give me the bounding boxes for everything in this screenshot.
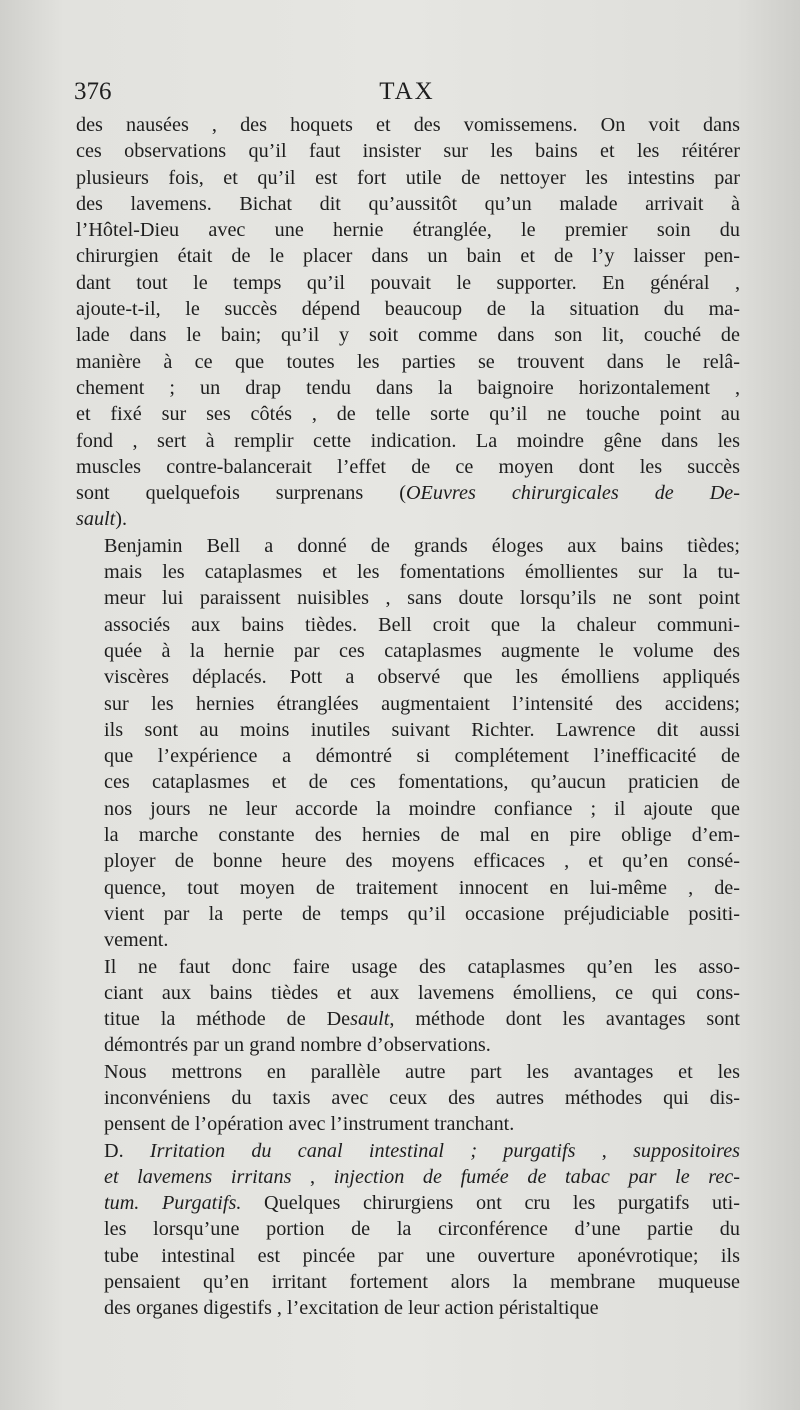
text-line: viscères déplacés. Pott a observé que les émolliens appliqués [104,666,740,689]
text-line: des nausées , des hoquets et des vomissemens. On voit dans [76,114,740,136]
paragraph [76,112,740,533]
text-line: pensent de l’opération avec l’instrument tranchant. [104,1113,515,1136]
text-line: quence, tout moyen de traitement innocent en lui-même , de- [104,876,740,899]
text-line: muscles contre-balancerait l’effet de ce moyen dont les succès [76,455,740,478]
text-line: tube intestinal est pincée par une ouverture aponévrotique; ils [104,1244,740,1267]
text-line: fond , sert à remplir cette indication. La moindre gêne dans les [76,429,740,452]
text-line: plusieurs fois, et qu’il est fort utile de nettoyer les intestins par [76,166,740,189]
running-title: TAX [379,78,435,105]
text-line: mais les cataplasmes et les fomentations émollientes sur la tu- [104,561,740,584]
text-line: l’Hôtel-Dieu avec une hernie étranglée, le premier soin du [76,219,740,242]
paragraph [76,533,740,954]
text-line: des lavemens. Bichat dit qu’aussitôt qu’un malade arrivait à [76,192,740,215]
text-line: sont quelquefois surprenans (OEuvres chirurgicales de De- [76,482,740,505]
text-line: ajoute-t-il, le succès dépend beaucoup de la situation du ma- [76,298,740,321]
text-line: sur les hernies étranglées augmentaient l’intensité des accidens; [104,692,740,715]
text-line: nos jours ne leur accorde la moindre confiance ; il ajoute que [104,797,740,820]
text-line: vement. [104,929,169,952]
text-line: D. Irritation du canal intestinal ; purgatifs , suppositoires [104,1139,741,1162]
text-line: ils sont au moins inutiles suivant Richter. Lawrence dit aussi [104,718,740,741]
text-line: manière à ce que toutes les parties se trouvent dans le relâ- [76,350,740,373]
text-line: inconvéniens du taxis avec ceux des autres méthodes qui dis- [104,1086,740,1109]
text-line: chement ; un drap tendu dans la baignoire horizontalement , [76,376,740,399]
text-line: la marche constante des hernies de mal en pire oblige d’em- [104,824,740,847]
text-line: Il ne faut donc faire usage des cataplasmes qu’en les asso- [104,955,740,978]
text-line: meur lui paraissent nuisibles , sans doute lorsqu’ils ne sont point [104,587,740,610]
text-line: Nous mettrons en parallèle autre part les avantages et les [104,1060,740,1083]
paragraph [76,1138,740,1322]
text-line: tum. Purgatifs. Quelques chirurgiens ont cru les purgatifs uti- [104,1192,741,1215]
page-number: 376 [74,78,112,105]
text-line: des organes digestifs , l’excitation de leur action péristaltique [104,1297,599,1320]
text-line: chirurgien était de le placer dans un bain et de l’y laisser pen- [76,245,740,268]
text-line: pensaient qu’en irritant fortement alors la membrane muqueuse [104,1271,740,1294]
text-line: les lorsqu’une portion de la circonférence d’une partie du [104,1218,740,1241]
text-line: lade dans le bain; qu’il y soit comme dans son lit, couché de [76,324,740,347]
text-line: sault). [76,508,128,531]
text-line: et lavemens irritans , injection de fumée de tabac par le rec- [104,1165,740,1188]
text-line: titue la méthode de Desault, méthode dont les avantages sont [104,1008,740,1031]
text-line: quée à la hernie par ces cataplasmes augmente le volume des [104,639,740,662]
text-line: ployer de bonne heure des moyens efficaces , et qu’en consé- [104,850,740,873]
paragraph [76,954,740,1059]
text-line: ciant aux bains tièdes et aux lavemens émolliens, ce qui cons- [104,981,740,1004]
paragraph [76,1059,740,1138]
text-line: Benjamin Bell a donné de grands éloges aux bains tièdes; [104,534,740,557]
text-line: vient par la perte de temps qu’il occasione préjudiciable positi- [104,902,740,925]
text-line: que l’expérience a démontré si complétement l’inefficacité de [104,745,740,768]
text-line: et fixé sur ses côtés , de telle sorte qu’il ne touche point au [76,403,740,426]
page-header [74,78,740,112]
text-line: associés aux bains tièdes. Bell croit que la chaleur communi- [104,613,740,636]
text-line: ces cataplasmes et de ces fomentations, qu’aucun praticien de [104,771,740,794]
text-line: dant tout le temps qu’il pouvait le supporter. En général , [76,271,740,294]
text-line: démontrés par un grand nombre d’observations. [104,1034,491,1057]
body-text [76,112,740,1322]
text-line: ces observations qu’il faut insister sur les bains et les réitérer [76,140,740,163]
